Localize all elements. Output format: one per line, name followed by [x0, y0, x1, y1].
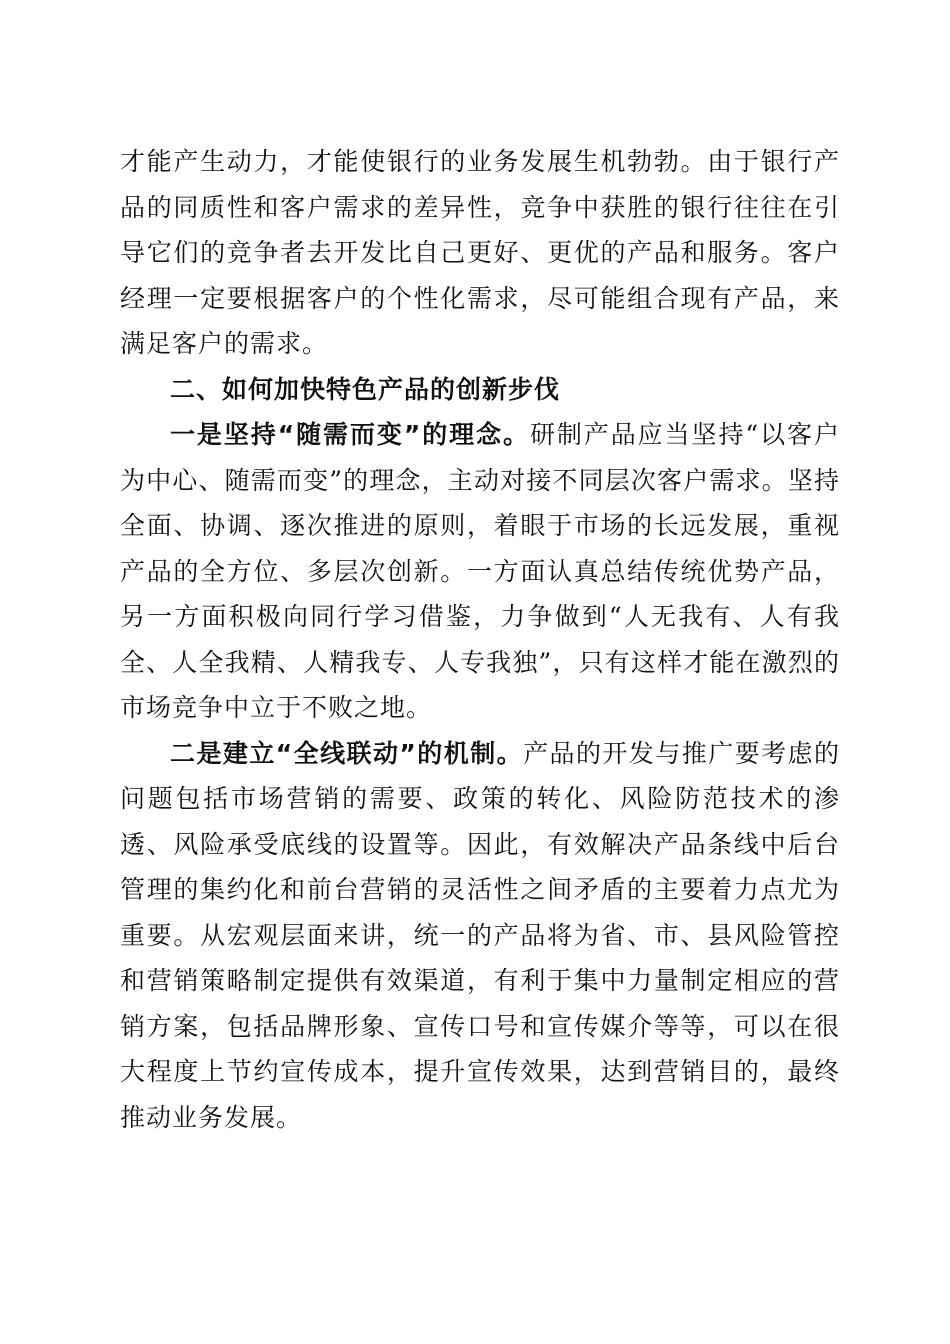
- point-one-paragraph: [120, 412, 840, 731]
- document-body: [120, 139, 840, 1140]
- point-two-lead: 二是建立“全线联动”的机制。: [170, 738, 524, 768]
- point-two-paragraph: [120, 731, 840, 1141]
- point-one-lead: 一是坚持“随需而变”的理念。: [170, 420, 530, 449]
- continued-paragraph: 才能产生动力，才能使银行的业务发展生机勃勃。由于银行产品的同质性和客户需求的差异性，竞争中获胜的银行往往在引导它们的竞争者去开发比自己更好、更优的产品和服务。客户经理一定要根据客户的个性化需求，尽可能组合现有产品，来满足客户的需求。: [120, 147, 840, 358]
- point-one-body: 研制产品应当坚持“以客户为中心、随需而变”的理念，主动对接不同层次客户需求。坚持全面、协调、逐次推进的原则，着眼于市场的长远发展，重视产品的全方位、多层次创新。一方面认真总结传统优势产品，另一方面积极向同行学习借鉴，力争做到“人无我有、人有我全、人全我精、人精我专、人专我独”，只有这样才能在激烈的市场竞争中立于不败之地。: [120, 420, 840, 722]
- point-two-body: 产品的开发与推广要考虑的问题包括市场营销的需要、政策的转化、风险防范技术的渗透、风险承受底线的设置等。因此，有效解决产品条线中后台管理的集约化和前台营销的灵活性之间矛盾的主要着力点尤为重要。从宏观层面来讲，统一的产品将为省、市、县风险管控和营销策略制定提供有效渠道，有利于集中力量制定相应的营销方案，包括品牌形象、宣传口号和宣传媒介等等，可以在很大程度上节约宣传成本，提升宣传效果，达到营销目的，最终推动业务发展。: [120, 738, 840, 1132]
- section-heading: 二、如何加快特色产品的创新步伐: [170, 374, 561, 404]
